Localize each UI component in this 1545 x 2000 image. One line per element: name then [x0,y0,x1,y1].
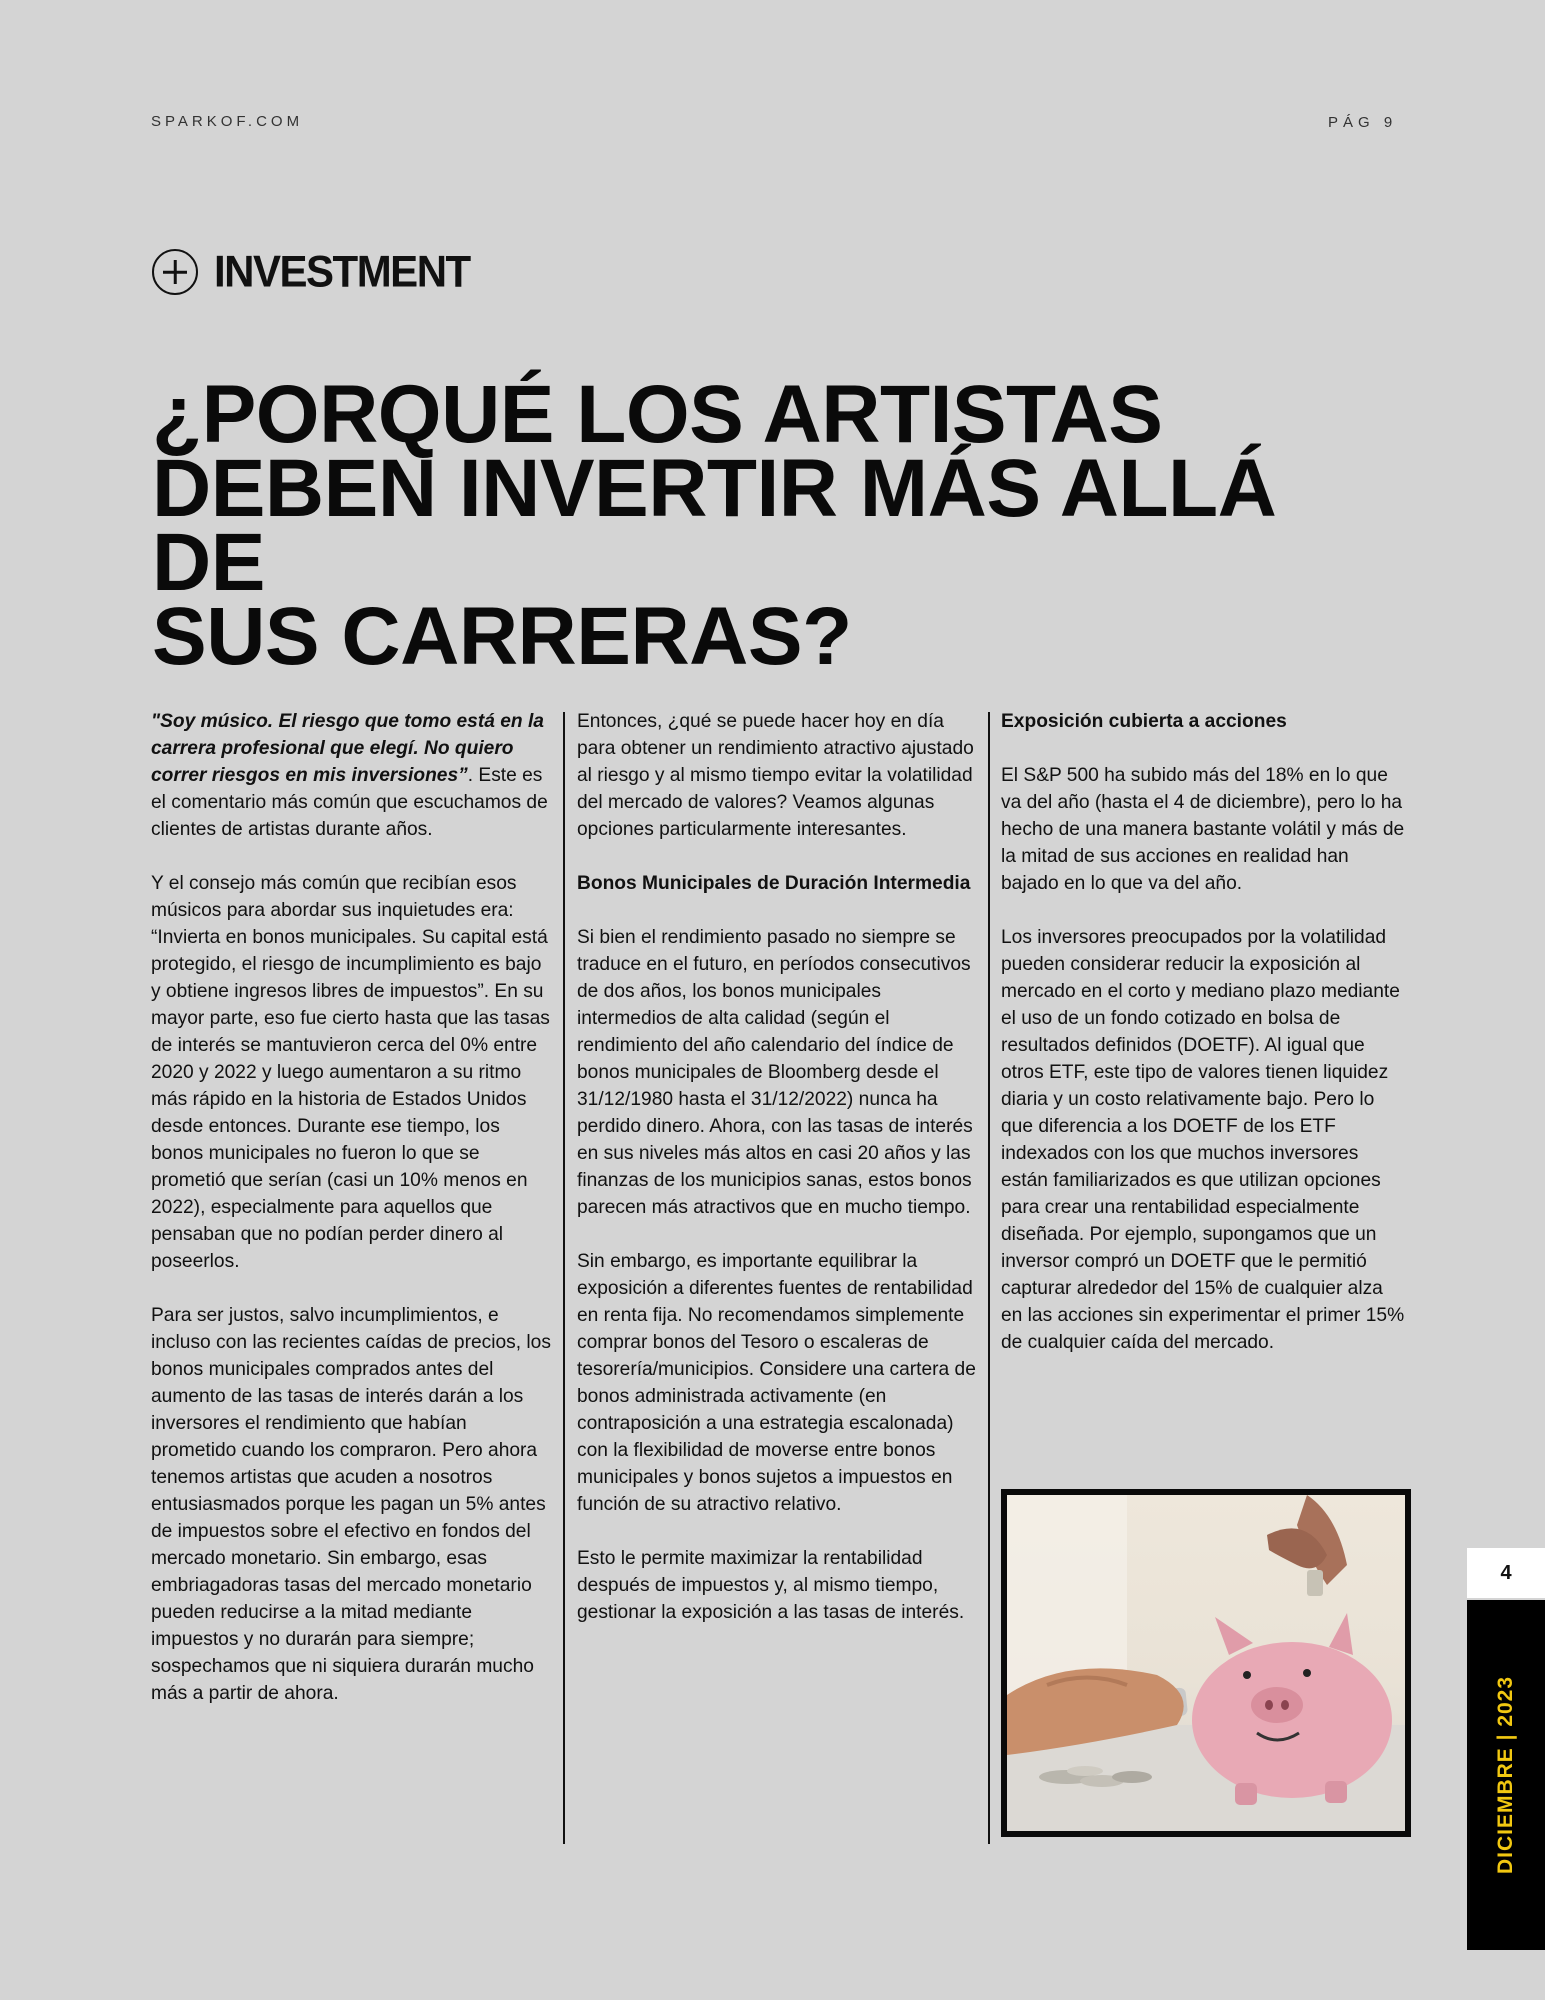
paragraph-text: . Este es el comentario más común que escuchamos de clientes de artistas durante años. [151,765,548,840]
section-header [152,248,470,296]
headline-line-3: SUS CARRERAS? [152,591,852,682]
paragraph: Si bien el rendimiento pasado no siempre se traduce en el futuro, en períodos consecutivos de dos años, los bonos municipales intermedios de alta calidad (según el rendimiento del año calendario del índice de bonos municipales de Bloomberg desde el 31/12/1980 hasta el 31/12/2022) nunca ha perdido dinero. Ahora, con las tasas de interés en sus niveles más altos en casi 20 años y las finanzas de los municipios sanas, estos bonos parecen más atractivos que en mucho tiempo. [577,927,973,1218]
page-tab-number: 4 [1467,1548,1545,1598]
pull-quote: "Soy músico. El riesgo que tomo está en la carrera profesional que elegí. No quiero correr riesgos en mis inversiones” [151,711,544,786]
column-divider [563,712,565,1844]
column-divider [988,712,990,1844]
paragraph: Sin embargo, es importante equilibrar la exposición a diferentes fuentes de rentabilidad en renta fija. No recomendamos simplemente comprar bonos del Tesoro o escaleras de tesorería/municipios. Considere una cartera de bonos administrada activamente (en contraposición a una estrategia escalonada) con la flexibilidad de moverse entre bonos municipales y bonos sujetos a impuestos en función de su atractivo relativo. [577,1251,976,1515]
paragraph: Para ser justos, salvo incumplimientos, e incluso con las recientes caídas de precios, los bonos municipales comprados antes del aumento de las tasas de interés darán a los inversores el rendimiento que habían prometido cuando los compraron. Pero ahora tenemos artistas que acuden a nosotros entusiasmados porque les pagan un 5% antes de impuestos sobre el efectivo en fondos del mercado monetario. Sin embargo, esas embriagadoras tasas del mercado monetario pueden reducirse a la mitad mediante impuestos y no durarán para siempre; sospechamos que ni siquiera durarán mucho más a partir de ahora. [151,1305,551,1704]
piggy-bank-photo [1001,1489,1411,1837]
paragraph: El S&P 500 ha subido más del 18% en lo que va del año (hasta el 4 de diciembre), pero lo ha hecho de una manera bastante volátil y más de la mitad de sus acciones en realidad han bajado en lo que va del año. [1001,765,1405,894]
paragraph: Entonces, ¿qué se puede hacer hoy en día para obtener un rendimiento atractivo ajustado al riesgo y al mismo tiempo evitar la volatilidad del mercado de valores? Veamos algunas opciones particularmente interesantes. [577,711,974,840]
site-url: SPARKOF.COM [151,113,304,130]
page-number: PÁG 9 [1328,114,1398,131]
paragraph [151,708,551,843]
article-column-1 [151,708,551,1734]
issue-date-label: DICIEMBRE | 2023 [1494,1675,1517,1875]
headline-line-2: DEBEN INVERTIR MÁS ALLÁ DE [152,443,1277,608]
plus-circle-icon [152,249,198,295]
issue-date-tab [1467,1600,1545,1950]
paragraph: Los inversores preocupados por la volatilidad pueden considerar reducir la exposición al mercado en el corto y mediano plazo mediante el uso de un fondo cotizado en bolsa de resultados definidos (DOETF). Al igual que otros ETF, este tipo de valores tienen liquidez diaria y un costo relativamente bajo. Pero lo que diferencia a los DOETF de los ETF indexados con los que muchos inversores están familiarizados es que utilizan opciones para crear una rentabilidad especialmente diseñada. Por ejemplo, supongamos que un inversor compró un DOETF que le permitió capturar alrededor del 15% de cualquier alza en las acciones sin experimentar el primer 15% de cualquier caída del mercado. [1001,927,1405,1353]
section-label: INVESTMENT [214,246,470,297]
article-headline [152,369,1402,682]
piggy-bank-illustration [1007,1495,1405,1831]
article-column-2 [577,708,977,1653]
article-column-3 [1001,708,1406,1383]
subheading: Bonos Municipales de Duración Intermedia [577,873,971,894]
paragraph: Y el consejo más común que recibían esos músicos para abordar sus inquietudes era: “Invierta en bonos municipales. Su capital está protegido, el riesgo de incumplimiento es bajo y obtiene ingresos libres de impuestos”. En su mayor parte, eso fue cierto hasta que las tasas de interés se mantuvieron cerca del 0% entre 2020 y 2022 y luego aumentaron a su ritmo más rápido en la historia de Estados Unidos desde entonces. Durante ese tiempo, los bonos municipales no fueron lo que se prometió que serían (casi un 10% menos en 2022), especialmente para aquellos que pensaban que no podían perder dinero al poseerlos. [151,873,550,1272]
headline-line-1: ¿PORQUÉ LOS ARTISTAS [152,369,1163,460]
subheading: Exposición cubierta a acciones [1001,711,1287,732]
paragraph: Esto le permite maximizar la rentabilidad después de impuestos y, al mismo tiempo, gestionar la exposición a las tasas de interés. [577,1548,965,1623]
